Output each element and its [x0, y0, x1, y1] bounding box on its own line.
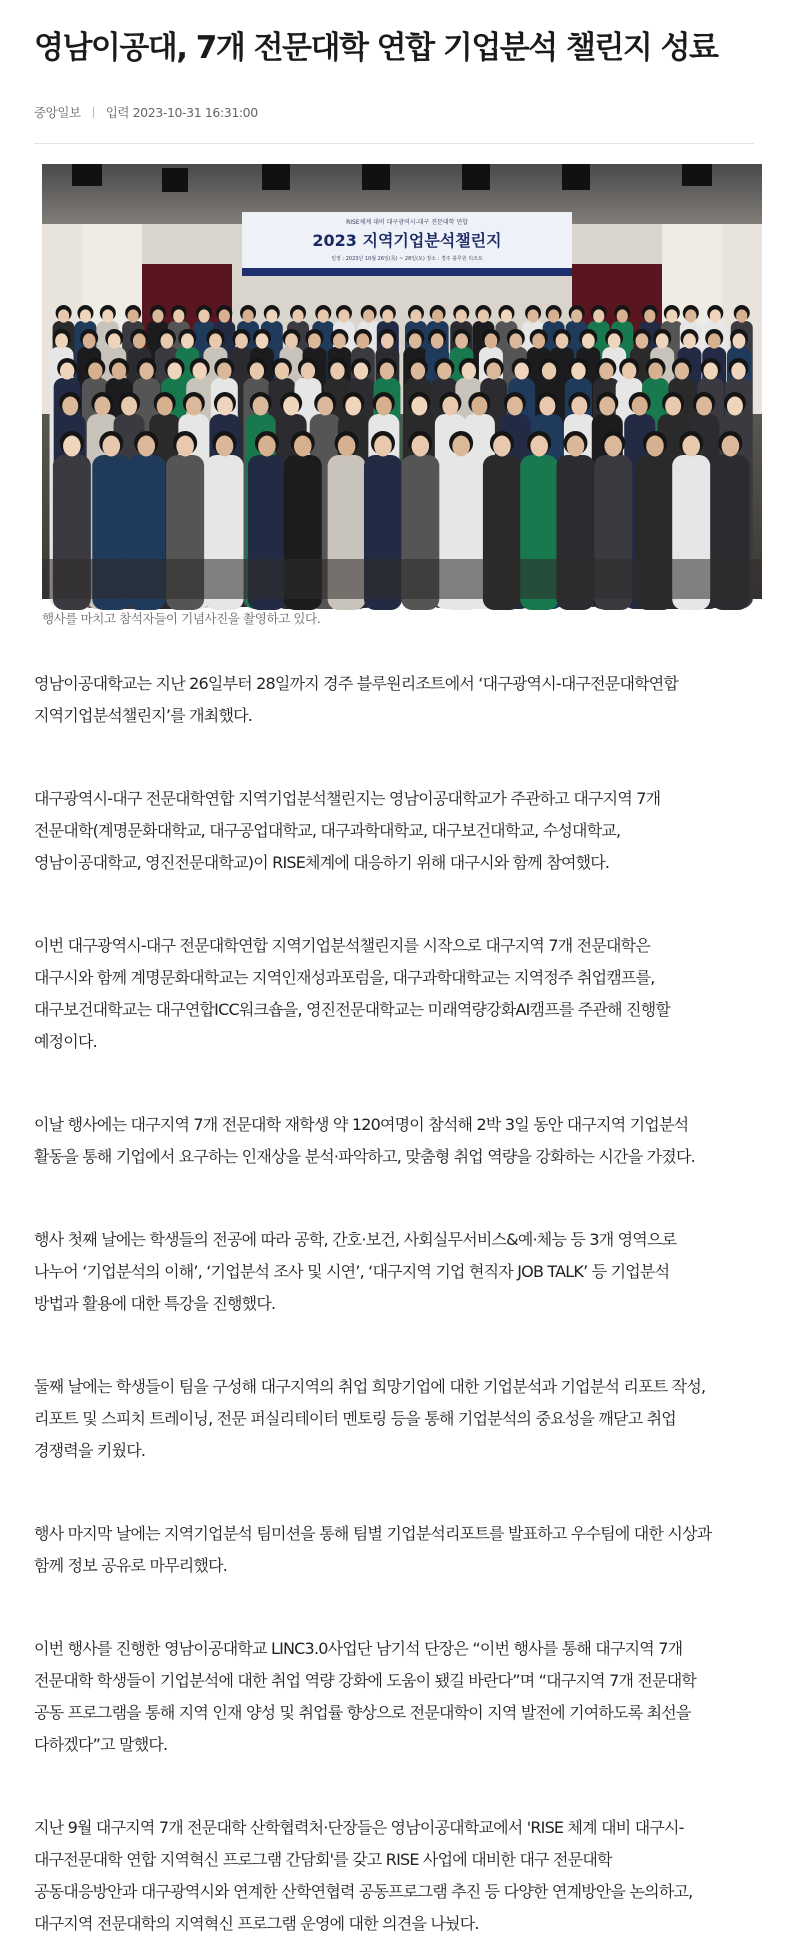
paragraph-line: 대구보건대학교는 대구연합ICC워크숍을, 영진전문대학교는 미래역량강화AI캠프를 주관해 진행할	[34, 1000, 671, 1019]
group-photo-illustration	[42, 164, 762, 599]
paragraph-line: 영남이공대학교는 지난 26일부터 28일까지 경주 블루원리조트에서 ‘대구광역시-대구전문대학연합	[34, 674, 679, 693]
paragraph-line: 행사 첫째 날에는 학생들의 전공에 따라 공학, 간호·보건, 사회실무서비스&예·체능 등 3개 영역으로	[34, 1230, 677, 1249]
paragraph-line: 둘째 날에는 학생들이 팀을 구성해 대구지역의 취업 희망기업에 대한 기업분석과 기업분석 리포트 작성,	[34, 1377, 706, 1396]
article-source[interactable]: 중앙일보	[34, 105, 81, 120]
paragraph-line: 경쟁력을 키웠다.	[34, 1441, 146, 1460]
article-paragraph	[34, 1371, 769, 1467]
paragraph-line: 전문대학(계명문화대학교, 대구공업대학교, 대구과학대학교, 대구보건대학교, 수성대학교,	[34, 821, 621, 840]
paragraph-line: 활동을 통해 기업에서 요구하는 인재상을 분석·파악하고, 맞춤형 취업 역량을 강화하는 시간을 가졌다.	[34, 1147, 695, 1166]
meta-separator	[93, 107, 94, 118]
article-body	[34, 668, 769, 1940]
header-divider	[34, 143, 754, 144]
paragraph-line: 대구시와 함께 계명문화대학교는 지역인재성과포럼을, 대구과학대학교는 지역정주 취업캠프를,	[34, 968, 655, 987]
paragraph-line: 영남이공대학교, 영진전문대학교)이 RISE체계에 대응하기 위해 대구시와 함께 참여했다.	[34, 853, 610, 872]
photo-caption: 행사를 마치고 참석자들이 기념사진을 촬영하고 있다.	[42, 611, 321, 626]
paragraph-line: 이번 대구광역시-대구 전문대학연합 지역기업분석챌린지를 시작으로 대구지역 7개 전문대학은	[34, 936, 650, 955]
paragraph-line: 전문대학 학생들이 기업분석에 대한 취업 역량 강화에 도움이 됐길 바란다”며 “대구지역 7개 전문대학	[34, 1671, 697, 1690]
banner-sub-text: 일정 : 2023년 10월 26일(목) ~ 28일(토) 장소 : 경주 블루원 리조트	[331, 256, 483, 262]
article-paragraph	[34, 783, 769, 879]
article-paragraph	[34, 1224, 769, 1320]
article-paragraph	[34, 1109, 769, 1173]
article-photo[interactable]	[42, 164, 762, 599]
paragraph-line: 다하겠다”고 말했다.	[34, 1735, 168, 1754]
article-paragraph	[34, 1633, 769, 1761]
article-paragraph	[34, 668, 769, 732]
paragraph-line: 예정이다.	[34, 1032, 97, 1051]
paragraph-line: 리포트 및 스피치 트레이닝, 전문 퍼실리테이터 멘토링 등을 통해 기업분석의 중요성을 깨닫고 취업	[34, 1409, 676, 1428]
paragraph-line: 나누어 ‘기업분석의 이해’, ‘기업분석 조사 및 시연’, ‘대구지역 기업 현직자 JOB TALK’ 등 기업분석	[34, 1262, 670, 1281]
paragraph-line: 대구광역시-대구 전문대학연합 지역기업분석챌린지는 영남이공대학교가 주관하고 대구지역 7개	[34, 789, 661, 808]
article-paragraph	[34, 930, 769, 1058]
paragraph-line: 지역기업분석챌린지’를 개최했다.	[34, 706, 253, 725]
paragraph-line: 이번 행사를 진행한 영남이공대학교 LINC3.0사업단 남기석 단장은 “이번 행사를 통해 대구지역 7개	[34, 1639, 683, 1658]
paragraph-line: 이날 행사에는 대구지역 7개 전문대학 재학생 약 120여명이 참석해 2박 3일 동안 대구지역 기업분석	[34, 1115, 689, 1134]
paragraph-line: 지난 9월 대구지역 7개 전문대학 산학협력처·단장들은 영남이공대학교에서 'RISE 체계 대비 대구시-	[34, 1818, 684, 1837]
paragraph-line: 행사 마지막 날에는 지역기업분석 팀미션을 통해 팀별 기업분석리포트를 발표하고 우수팀에 대한 시상과	[34, 1524, 712, 1543]
banner-title-text: 2023 지역기업분석챌린지	[312, 231, 502, 250]
article-paragraph	[34, 1812, 769, 1940]
paragraph-line: 함께 정보 공유로 마무리했다.	[34, 1556, 228, 1575]
paragraph-line: 공동대응방안과 대구광역시와 연계한 산학연협력 공동프로그램 추진 등 다양한 연계방안을 논의하고,	[34, 1882, 693, 1901]
article-published-time: 입력 2023-10-31 16:31:00	[105, 105, 258, 120]
article-title: 영남이공대, 7개 전문대학 연합 기업분석 챌린지 성료	[34, 30, 718, 66]
paragraph-line: 방법과 활용에 대한 특강을 진행했다.	[34, 1294, 276, 1313]
paragraph-line: 대구전문대학 연합 지역혁신 프로그램 간담회'를 갖고 RISE 사업에 대비한 대구 전문대학	[34, 1850, 612, 1869]
article-meta	[34, 103, 258, 121]
paragraph-line: 대구지역 전문대학의 지역혁신 프로그램 운영에 대한 의견을 나눴다.	[34, 1914, 479, 1933]
banner-top-text: RISE체계 대비 대구광역시-대구 전문대학 연합	[346, 219, 468, 226]
article-paragraph	[34, 1518, 769, 1582]
paragraph-line: 공동 프로그램을 통해 지역 인재 양성 및 취업률 향상으로 전문대학이 지역 발전에 기여하도록 최선을	[34, 1703, 691, 1722]
